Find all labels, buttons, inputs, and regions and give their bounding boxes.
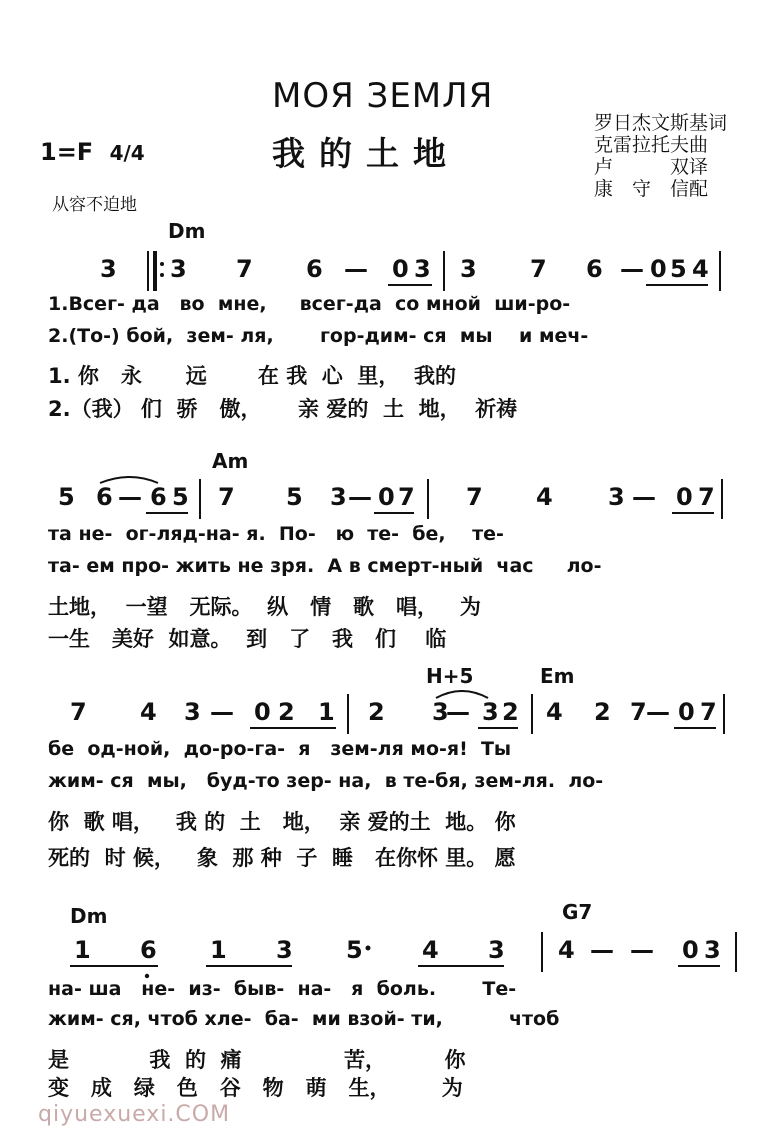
svg-text:—: — [620,255,644,283]
svg-text:4: 4 [692,255,709,283]
svg-text:0: 0 [682,936,699,964]
svg-text:2: 2 [278,698,295,726]
lyrics-chinese-verse-2: 一生 美好 如意。 到 了 我 们 临 [48,627,447,651]
svg-text:7: 7 [700,698,717,726]
lyrics-russian-verse-1: на- ша не- из- быв- на- я боль. Те- [48,978,517,1000]
chord-label: Em [540,664,575,688]
chord-label: H+5 [426,664,474,688]
svg-text:0: 0 [650,255,667,283]
lyrics-chinese-verse-2: 2.（我） 们 骄 傲， 亲 爱的 土 地， 祈祷 [48,397,518,421]
svg-text:0: 0 [678,698,695,726]
svg-text:6: 6 [96,483,113,511]
svg-text:—: — [632,483,656,511]
svg-text:7: 7 [630,698,647,726]
lyrics-russian-verse-2: та- ем про- жить не зря. А в смерт-ный час ло- [48,555,602,577]
svg-text:6: 6 [306,255,323,283]
chord-label: Dm [168,219,206,243]
lyrics-russian-verse-1: бе од-ной, до-ро-га- я зем-ля мо-я! Ты [48,738,512,760]
svg-text:4: 4 [546,698,563,726]
svg-text:0: 0 [254,698,271,726]
music-system-4 [0,898,784,1103]
svg-text:7: 7 [530,255,547,283]
svg-text:3: 3 [170,255,187,283]
lyrics-russian-verse-2: жим- ся мы, буд-то зер- на, в те-бя, зем-ля. ло- [48,770,604,792]
lyrics-chinese-verse-1: 是 我 的 痛 苦， 你 [48,1048,466,1072]
lyrics-chinese-verse-2: 死的 时 候， 象 那 种 子 睡 在你怀 里。 愿 [48,846,516,870]
credit-lyricist: 罗日杰文斯基词 [594,112,728,134]
svg-text:5: 5 [58,483,75,511]
svg-text:3: 3 [608,483,625,511]
svg-text:4: 4 [422,936,439,964]
svg-text:6: 6 [140,936,157,964]
svg-text:2: 2 [594,698,611,726]
svg-text:5: 5 [346,936,363,964]
svg-text:7: 7 [398,483,415,511]
svg-text:—: — [646,698,670,726]
lyrics-russian-verse-1: та не- ог-ляд-на- я. По- ю те- бе, те- [48,523,504,545]
svg-text:7: 7 [70,698,87,726]
music-system-2 [0,445,784,651]
svg-text:0: 0 [378,483,395,511]
svg-text:3: 3 [276,936,293,964]
lyrics-russian-verse-2: 2.(То-) бой, зем- ля, гор-дим- ся мы и меч- [48,325,589,347]
svg-text:3: 3 [330,483,347,511]
svg-text:4: 4 [140,698,157,726]
svg-text:6: 6 [586,255,603,283]
svg-text:5: 5 [286,483,303,511]
svg-text:5: 5 [670,255,687,283]
title-chinese: 我的土地 [272,134,460,173]
svg-text:—: — [630,936,654,964]
svg-text:0: 0 [676,483,693,511]
svg-text:6: 6 [150,483,167,511]
lyrics-chinese-verse-1: 土地， 一望 无际。 纵 情 歌 唱， 为 [48,595,481,619]
chord-label: G7 [562,900,593,924]
svg-text:—: — [446,698,470,726]
music-system-3 [0,662,784,877]
key-label: 1=F [40,138,94,166]
svg-text:3: 3 [100,255,117,283]
credit-composer: 克雷拉托夫曲 [594,134,709,156]
svg-text:—: — [344,255,368,283]
svg-text:3: 3 [460,255,477,283]
svg-text:—: — [348,483,372,511]
svg-text:2: 2 [368,698,385,726]
svg-text:3: 3 [414,255,431,283]
credits [594,112,727,200]
lyrics-chinese-verse-1: 你 歌 唱， 我 的 土 地， 亲 爱的土 地。 你 [48,810,516,834]
svg-text:7: 7 [466,483,483,511]
svg-text:3: 3 [184,698,201,726]
svg-text:1: 1 [74,936,91,964]
svg-text:—: — [210,698,234,726]
key-signature [40,138,145,166]
svg-text:3: 3 [488,936,505,964]
svg-text:5: 5 [172,483,189,511]
time-signature: 4/4 [109,141,145,165]
svg-text:3: 3 [482,698,499,726]
svg-text:3: 3 [432,698,449,726]
credit-translator: 卢 双译 [594,156,709,178]
svg-text:—: — [590,936,614,964]
svg-text:0: 0 [392,255,409,283]
svg-text:4: 4 [558,936,575,964]
svg-text:4: 4 [536,483,553,511]
watermark: qiyuexuexi.COM [38,1102,231,1127]
svg-text:3: 3 [704,936,721,964]
svg-text:2: 2 [502,698,519,726]
lyrics-chinese-verse-1: 1. 你 永 远 在 我 心 里， 我的 [48,364,457,388]
tempo-marking: 从容不迫地 [52,195,137,215]
svg-text:1: 1 [318,698,335,726]
svg-text:7: 7 [698,483,715,511]
svg-text:1: 1 [210,936,227,964]
chord-label: Dm [70,904,108,928]
title-russian: МОЯ ЗЕМЛЯ [272,76,494,116]
svg-text:—: — [118,483,142,511]
credit-arranger: 康 守 信配 [594,178,709,200]
music-system-1 [0,215,784,420]
lyrics-russian-verse-1: 1.Всег- да во мне, всег-да со мной ши-ро- [48,293,571,315]
chord-label: Am [212,449,249,473]
lyrics-russian-verse-2: жим- ся, чтоб хле- ба- ми взой- ти, чтоб [48,1008,560,1030]
lyrics-chinese-verse-2: 变 成 绿 色 谷 物 萌 生， 为 [48,1076,463,1100]
svg-text:7: 7 [236,255,253,283]
svg-text:7: 7 [218,483,235,511]
